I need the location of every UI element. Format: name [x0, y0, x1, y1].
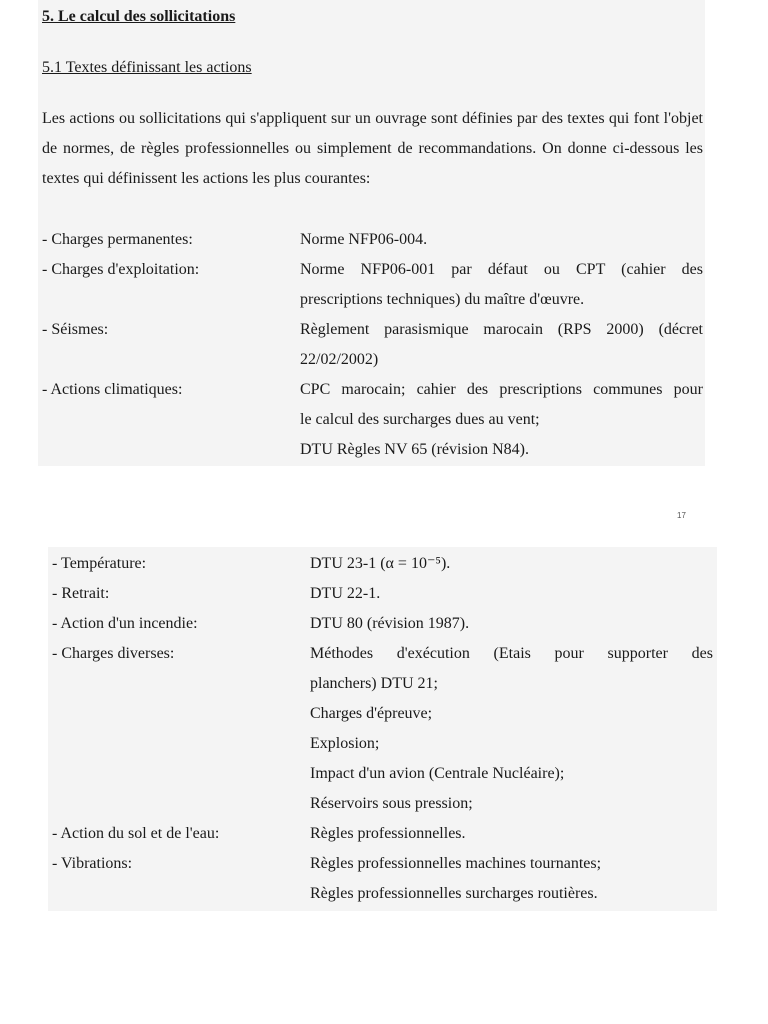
reference-line: Norme NFP06-001 par défaut ou CPT (cahier des [300, 261, 703, 278]
reference-line: 22/02/2002) [300, 351, 379, 368]
action-reference [310, 609, 713, 639]
reference-line: planchers) DTU 21; [310, 675, 438, 692]
reference-line: Réservoirs sous pression; [310, 795, 473, 812]
action-label: - Actions climatiques: [42, 381, 183, 398]
action-label: - Charges d'exploitation: [42, 261, 200, 278]
action-label: - Charges diverses: [52, 645, 175, 662]
action-row [52, 579, 713, 609]
reference-line: Règles professionnelles. [310, 825, 466, 842]
action-label: - Retrait: [52, 585, 110, 602]
action-label: - Température: [52, 555, 147, 572]
page-number: 17 [677, 511, 686, 520]
action-row [52, 549, 713, 579]
reference-line: Explosion; [310, 735, 380, 752]
action-label: - Vibrations: [52, 855, 133, 872]
reference-line: CPC marocain; cahier des prescriptions communes pour [300, 381, 703, 398]
reference-line: Norme NFP06-004. [300, 231, 428, 248]
action-row [42, 225, 703, 255]
action-label: - Action du sol et de l'eau: [52, 825, 220, 842]
reference-line: DTU 80 (révision 1987). [310, 615, 470, 632]
action-reference [300, 315, 703, 375]
action-reference [310, 549, 713, 579]
reference-line: le calcul des surcharges dues au vent; [300, 411, 540, 428]
action-reference [310, 579, 713, 609]
reference-line: Charges d'épreuve; [310, 705, 433, 722]
action-reference [310, 639, 713, 819]
action-label: - Charges permanentes: [42, 231, 193, 248]
actions-list-page-2 [52, 549, 713, 909]
action-row [42, 315, 703, 375]
actions-list-page-1 [42, 225, 703, 465]
reference-line: DTU 22-1. [310, 585, 381, 602]
intro-paragraph: Les actions ou sollicitations qui s'appliquent sur un ouvrage sont définies par des textes qui font l'objet de normes, de règles professionnelles ou simplement de recommandations. On donne ci-dessous les textes qui définissent les actions les plus courantes: [42, 110, 703, 187]
reference-line: DTU 23-1 (α = 10⁻⁵). [310, 555, 451, 572]
reference-line: Méthodes d'exécution (Etais pour supporter des [310, 645, 713, 662]
reference-line: Règles professionnelles machines tournantes; [310, 855, 602, 872]
action-row [52, 639, 713, 819]
reference-line: Impact d'un avion (Centrale Nucléaire); [310, 765, 565, 782]
reference-line: prescriptions techniques) du maître d'œuvre. [300, 291, 585, 308]
reference-line: DTU Règles NV 65 (révision N84). [300, 441, 530, 458]
action-reference [300, 375, 703, 465]
action-reference [310, 819, 713, 849]
action-row [52, 609, 713, 639]
action-row [52, 819, 713, 849]
action-row [42, 375, 703, 465]
reference-line: Règlement parasismique marocain (RPS 2000) (décret [300, 321, 703, 338]
action-reference [300, 225, 703, 255]
action-row [52, 849, 713, 909]
action-reference [300, 255, 703, 315]
action-label: - Séismes: [42, 321, 109, 338]
action-reference [310, 849, 713, 909]
action-row [42, 255, 703, 315]
reference-line: Règles professionnelles surcharges routières. [310, 885, 598, 902]
action-label: - Action d'un incendie: [52, 615, 198, 632]
subsection-title: 5.1 Textes définissant les actions [42, 59, 252, 76]
section-title: 5. Le calcul des sollicitations [42, 8, 236, 25]
